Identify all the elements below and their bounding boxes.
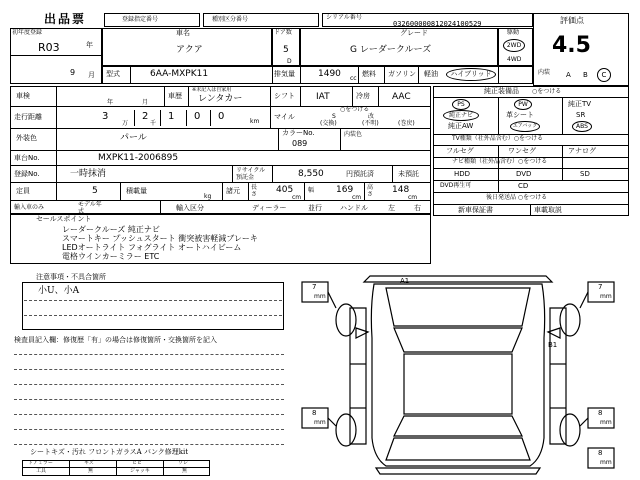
inspection-label: 車検 <box>16 92 30 100</box>
height-cm: cm <box>408 194 418 201</box>
serial-value: 032600000812024100529 <box>393 20 482 28</box>
length-label: 長さ <box>251 184 258 198</box>
reg-no-label: 登録指定番号 <box>122 16 159 23</box>
use-value: レンタカー <box>198 94 243 104</box>
chassis-value: MXPK11-2006895 <box>98 153 179 163</box>
doors-label: ドア数 <box>274 29 292 36</box>
legend-value: 無 <box>182 468 188 474</box>
tire-depth-rr: 8 <box>598 409 603 417</box>
nav-dvd: DVD <box>516 170 532 178</box>
nav-sd: SD <box>580 170 590 178</box>
mileage-digit: 0 <box>194 111 201 122</box>
sen-label: 千 <box>150 120 157 127</box>
use-label: 車歴 <box>168 92 182 100</box>
month-value: 9 <box>70 68 76 77</box>
load-label: 積載量 <box>126 187 147 195</box>
handle-right: 右 <box>414 204 421 212</box>
equip-nav: 純正ナビ <box>443 110 479 121</box>
drive-4wd: 4WD <box>507 56 522 63</box>
sales-line: LEDオートライト フォグライト オートハイビーム <box>62 243 242 252</box>
model-value: 6AA-MXPK11 <box>150 69 209 79</box>
capacity-label: 定員 <box>16 187 30 195</box>
mileage-digit: 0 <box>218 111 225 122</box>
fuel-value: ガソリン <box>388 70 416 78</box>
width-value: 169 <box>336 185 354 195</box>
page-title: 出品票 <box>44 12 87 26</box>
chassis-label: 車台No. <box>14 154 40 162</box>
era-year: R03 <box>38 41 60 54</box>
parallel-option: 並行 <box>308 204 322 212</box>
color-no-value: 089 <box>292 139 308 148</box>
registration-value: 一時抹消 <box>70 169 107 179</box>
equipment-note: ○をつける <box>532 88 562 95</box>
recycle-label: リサイクル預託金 <box>236 167 266 181</box>
car-name-label: 車名 <box>176 29 190 37</box>
model-label: 型式 <box>106 70 120 78</box>
meter-opt-s: S <box>332 113 336 120</box>
damage-text: 小U、小A <box>38 286 80 296</box>
meter-label: マイル <box>274 113 295 121</box>
km-label: km <box>250 118 260 125</box>
after-manual: 車載取説 <box>534 206 562 214</box>
equip-pw: PW <box>514 99 532 110</box>
recycle-status: 未預託 <box>398 170 419 178</box>
legend-value: 工具 <box>36 468 47 474</box>
drive-label: 駆動 <box>507 29 520 36</box>
equip-ps: PS <box>452 99 470 110</box>
tire-unit: mm <box>314 293 326 300</box>
tv-oneseg: ワンセグ <box>508 147 536 155</box>
handle-label: ハンドル <box>340 204 368 212</box>
color-label: 外装色 <box>16 134 37 142</box>
recycle-unit: 円預託済 <box>346 170 374 178</box>
hybrid-circle: ハイブリッド <box>446 68 496 81</box>
serial-label: シリアル番号 <box>326 14 362 21</box>
equipment-header: 純正装備品 <box>484 87 519 95</box>
meter-opt-rollback: (巻戻) <box>398 120 415 127</box>
width-cm: cm <box>352 194 362 201</box>
kg-label: kg <box>204 193 212 200</box>
car-name: アクア <box>176 45 203 55</box>
diesel-label: 軽油 <box>424 70 438 78</box>
year-label: 年 <box>86 41 93 49</box>
capacity-value: 5 <box>92 186 98 196</box>
displacement-value: 1490 <box>318 69 341 79</box>
equip-aw: 純正AW <box>448 122 474 130</box>
legend-value: ジャッキ <box>130 468 150 474</box>
height-label: 高さ <box>367 184 374 198</box>
sales-line: レーダークルーズ 純正ナビ <box>62 225 160 234</box>
recycle-value: 8,550 <box>298 169 324 179</box>
dealer-option: ディーラー <box>252 204 287 212</box>
import-class-label: 輸入区分 <box>176 204 204 212</box>
cc-label: cc <box>350 75 357 82</box>
tv-header: TV種類（社外品含む）○をつける <box>452 135 544 142</box>
tire-depth-fl: 7 <box>312 283 317 291</box>
meter-opt-unknown: (不明) <box>362 120 379 127</box>
first-reg-label: 初年度登録 <box>12 29 43 36</box>
tire-unit: mm <box>314 419 326 426</box>
interior-b: B <box>583 71 588 79</box>
shift-value: IAT <box>316 92 330 102</box>
meter-opt-kai: 改 <box>368 113 375 120</box>
grade-name: G レーダークルーズ <box>350 45 432 55</box>
length-cm: cm <box>292 194 302 201</box>
mileage-digits <box>86 108 246 126</box>
interior-c-circle: C <box>597 68 611 82</box>
equip-leather: 革シート <box>506 111 534 119</box>
equip-abs: ABS <box>572 121 592 132</box>
tire-unit: mm <box>600 459 612 466</box>
color-no-label: カラーNo. <box>282 129 315 137</box>
legend-value: 無 <box>88 468 94 474</box>
damage-label-a1: A1 <box>400 277 410 285</box>
man-label: 万 <box>122 120 129 127</box>
class-label: 種別区分番号 <box>212 16 249 23</box>
grade-name-label: グレード <box>400 29 428 37</box>
damage-label-b1: B1 <box>548 341 558 349</box>
height-value: 148 <box>392 185 410 195</box>
fuel-label: 燃料 <box>362 70 376 78</box>
equip-sr: SR <box>576 111 586 119</box>
mileage-digit: 1 <box>168 111 175 122</box>
grade-label: 評価点 <box>560 16 584 25</box>
mileage-label: 走行距離 <box>14 113 42 121</box>
car-damage-diagram <box>290 268 636 476</box>
tire-depth-rl: 8 <box>312 409 317 417</box>
length-value: 405 <box>276 185 294 195</box>
grade-value: 4.5 <box>552 33 591 58</box>
tv-analog: アナログ <box>568 147 596 155</box>
mileage-digit: 3 <box>102 111 109 122</box>
legend-header: ヒビ <box>132 460 143 466</box>
inspection-month: 月 <box>142 99 149 106</box>
sales-points-header: セールスポイント <box>36 215 92 223</box>
drive-2wd-circle: 2WD <box>503 39 525 52</box>
import-label: 輸入車のみ <box>14 204 45 211</box>
displacement-label: 排気量 <box>274 70 295 78</box>
width-label: 幅 <box>308 187 315 194</box>
doors-suffix: D <box>287 58 292 65</box>
damage-header: 注意事項・不具合箇所 <box>36 273 106 281</box>
sales-line: スマートキー プッシュスタート 衝突被害軽減ブレーキ <box>62 234 258 243</box>
shift-label: シフト <box>274 92 295 100</box>
legend-header: ワレ <box>178 460 189 466</box>
registration-label: 登録No. <box>14 170 40 178</box>
inspection-year: 年 <box>107 99 114 106</box>
tire-depth-spare: 8 <box>598 449 603 457</box>
legend-header: ドアミラー <box>28 460 53 466</box>
interior-a: A <box>566 71 571 79</box>
dvd-playback: DVD再生可 <box>440 182 472 189</box>
tire-unit: mm <box>600 419 612 426</box>
doors-value: 5 <box>283 45 289 55</box>
mileage-digit: 2 <box>142 111 149 122</box>
tire-unit: mm <box>600 293 612 300</box>
legend-header: キズ <box>84 460 94 466</box>
equip-tv: 純正TV <box>568 100 592 108</box>
use-note: ※未記入は自家用 <box>192 87 232 93</box>
model-year-label: モデル年式 <box>78 201 102 215</box>
nav-header: ナビ種類（社外品含む）○をつける <box>452 158 548 165</box>
nav-hdd: HDD <box>454 170 471 178</box>
cd-option: CD <box>518 182 529 190</box>
ac-label: 冷房 <box>356 92 370 100</box>
ac-value: AAC <box>392 92 411 102</box>
handle-left: 左 <box>388 204 395 212</box>
bottom-note: シートキズ・汚れ フロントガラスA バンク修理kit <box>30 448 189 456</box>
color-value: パール <box>120 133 147 143</box>
interior-color-label: 内装色 <box>344 131 363 138</box>
dims-label: 諸元 <box>226 187 240 195</box>
interior-label: 内装 <box>538 69 551 76</box>
meter-note: ○をつける <box>340 106 370 113</box>
after-header: 後日発送品 ○をつける <box>486 194 548 201</box>
tire-depth-fr: 7 <box>598 283 603 291</box>
month-label: 月 <box>88 71 95 79</box>
repair-header: 検査員記入欄：修復歴「有」の場合は修復箇所・交換箇所を記入 <box>14 336 217 344</box>
equip-airbag: エアバッグ <box>510 121 540 132</box>
sales-line: 電格ウインカーミラー ETC <box>62 252 160 261</box>
after-warranty: 新車保証書 <box>458 206 493 214</box>
meter-opt-exchange: (交換) <box>320 120 337 127</box>
tv-full: フルセグ <box>446 147 474 155</box>
